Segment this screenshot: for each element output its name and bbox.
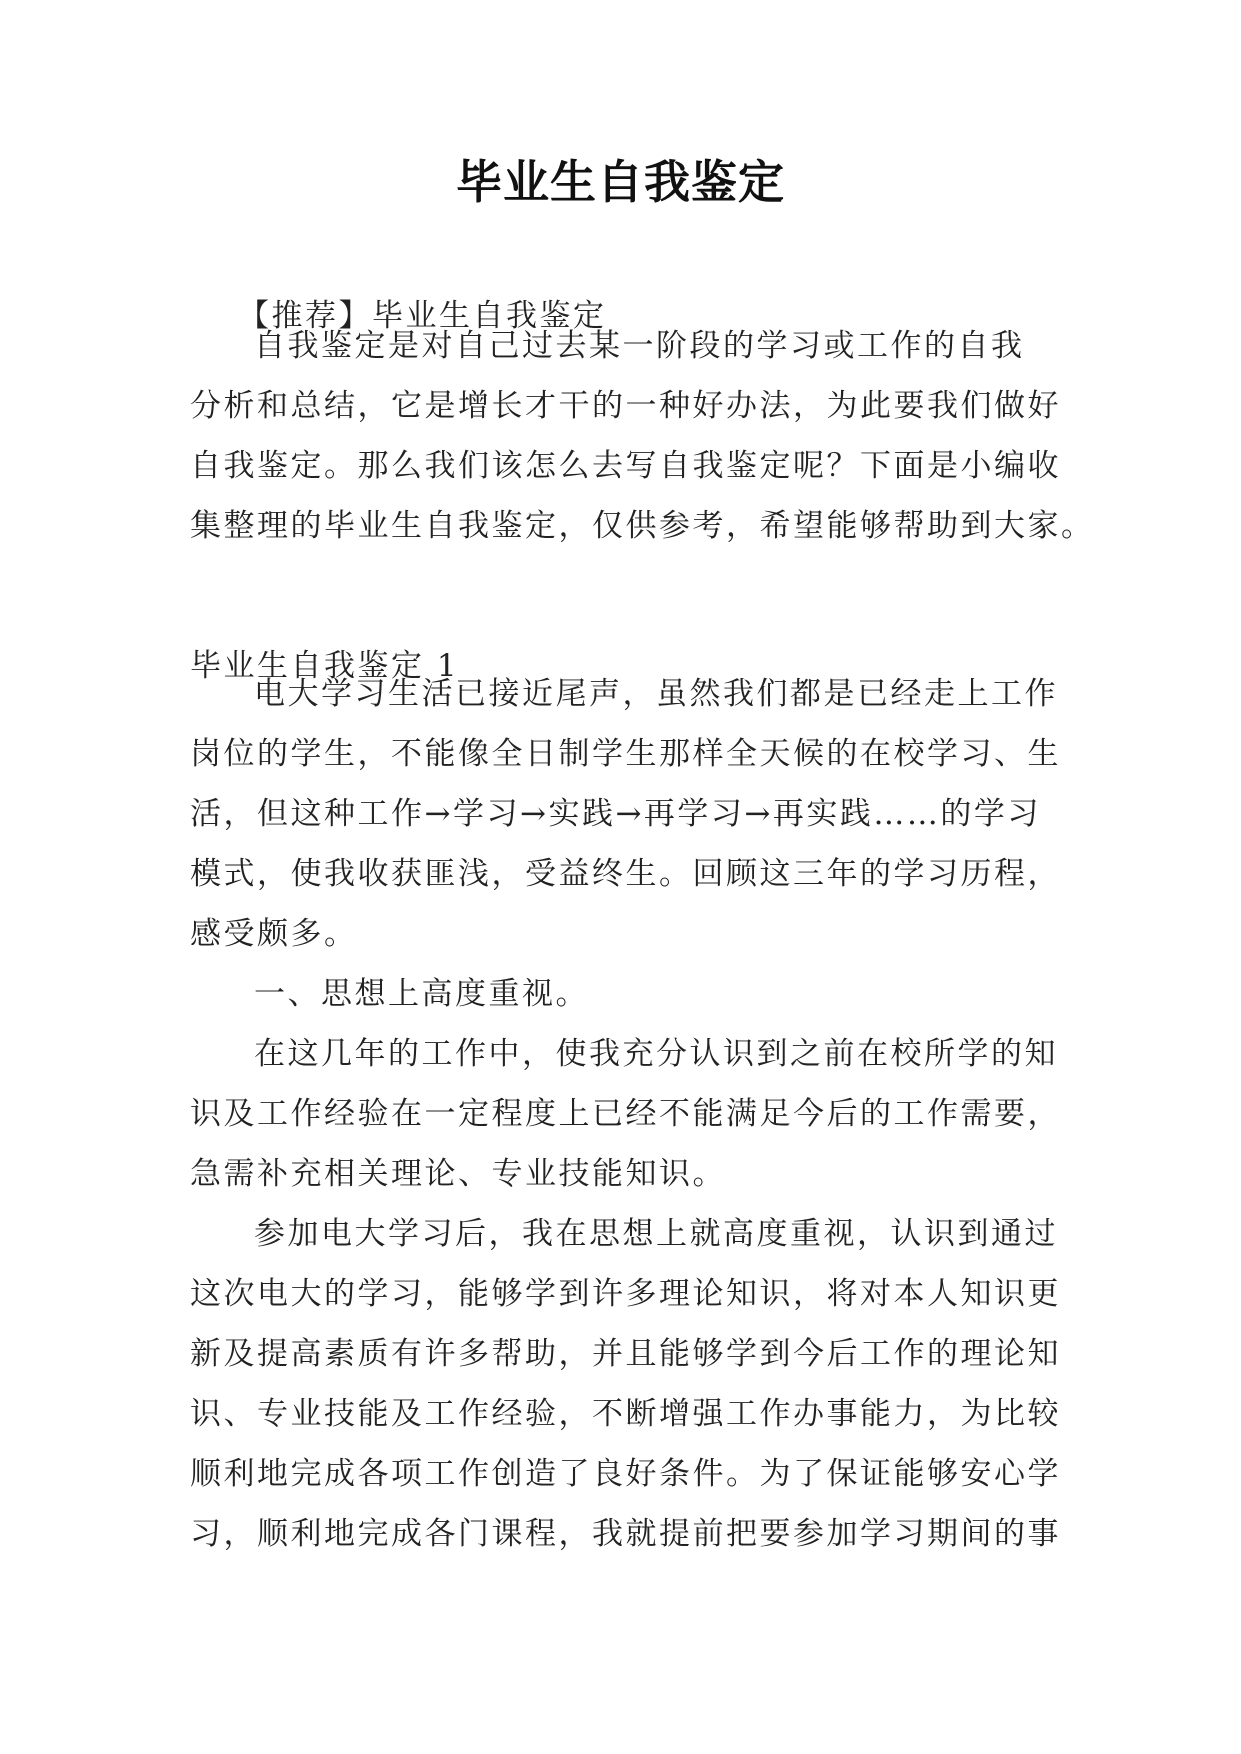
body-paragraphs <box>190 664 1060 1564</box>
body-line: 这次电大的学习，能够学到许多理论知识，将对本人知识更 <box>190 1276 1061 1312</box>
recommend-line: 【推荐】毕业生自我鉴定 <box>238 298 607 334</box>
body-line: 顺利地完成各项工作创造了良好条件。为了保证能够安心学 <box>190 1456 1061 1492</box>
body-line: 模式，使我收获匪浅，受益终生。回顾这三年的学习历程， <box>190 856 1061 892</box>
body-line: 识及工作经验在一定程度上已经不能满足今后的工作需要， <box>190 1096 1061 1132</box>
subheading-line: 一、思想上高度重视。 <box>254 976 589 1012</box>
intro-line: 自我鉴定是对自己过去某一阶段的学习或工作的自我 <box>254 328 1025 364</box>
body-line: 识、专业技能及工作经验，不断增强工作办事能力，为比较 <box>190 1396 1061 1432</box>
body-line: 急需补充相关理论、专业技能知识。 <box>190 1156 726 1192</box>
body-line: 电大学习生活已接近尾声，虽然我们都是已经走上工作 <box>254 676 1058 712</box>
body-line: 感受颇多。 <box>190 916 358 952</box>
intro-line: 分析和总结，它是增长才干的一种好办法，为此要我们做好 <box>190 388 1061 424</box>
section-heading: 毕业生自我鉴定 1 <box>190 648 460 684</box>
intro-line: 集整理的毕业生自我鉴定，仅供参考，希望能够帮助到大家。 <box>190 508 1095 544</box>
body-line: 在这几年的工作中，使我充分认识到之前在校所学的知 <box>254 1036 1058 1072</box>
body-line: 参加电大学习后，我在思想上就高度重视，认识到通过 <box>254 1216 1058 1252</box>
body-line: 岗位的学生，不能像全日制学生那样全天候的在校学习、生 <box>190 736 1061 772</box>
intro-paragraph <box>190 316 1095 556</box>
intro-line: 自我鉴定。那么我们该怎么去写自我鉴定呢？下面是小编收 <box>190 448 1061 484</box>
body-line: 活，但这种工作→学习→实践→再学习→再实践……的学习 <box>190 796 1041 832</box>
body-line: 新及提高素质有许多帮助，并且能够学到今后工作的理论知 <box>190 1336 1061 1372</box>
body-line: 习，顺利地完成各门课程，我就提前把要参加学习期间的事 <box>190 1516 1061 1552</box>
page-title: 毕业生自我鉴定 <box>456 155 785 209</box>
